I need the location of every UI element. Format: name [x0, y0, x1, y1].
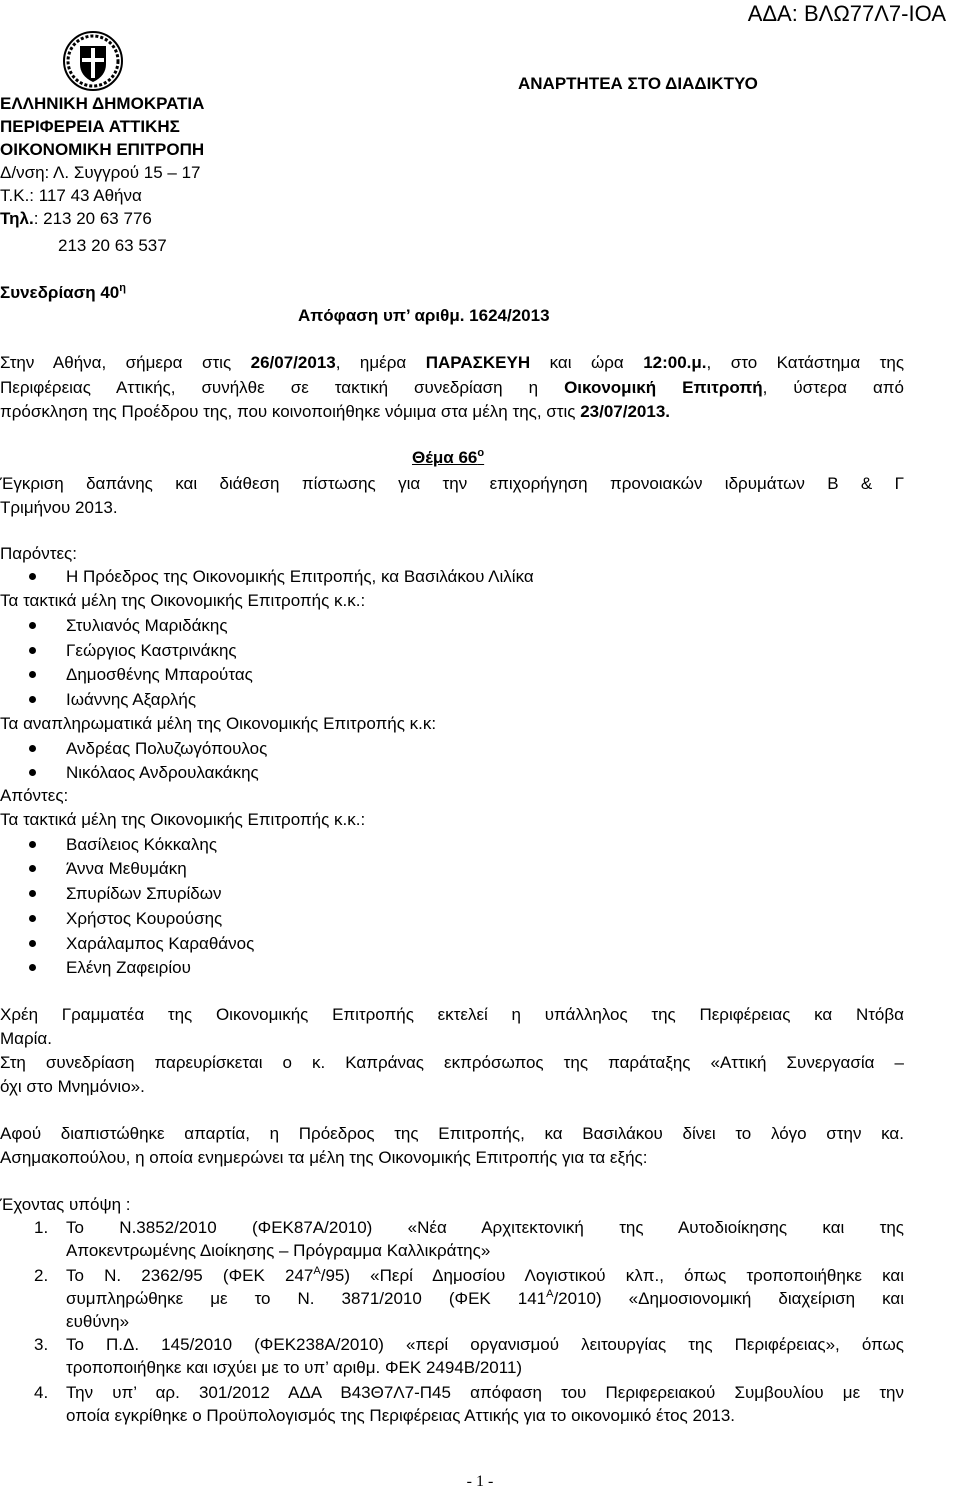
phone-number-1: : 213 20 63 776	[33, 209, 152, 228]
quorum-line-1: Αφού διαπιστώθηκε απαρτία, η Πρόεδρος της Επιτροπής, κα Βασιλάκου δίνει το λόγο στην κα.	[0, 1124, 904, 1143]
intro-l1a: Στην Αθήνα, σήμερα στις	[0, 353, 251, 372]
intro-l1c: , ημέρα	[335, 353, 426, 372]
present-label: Παρόντες:	[0, 544, 77, 563]
topic-sup: ο	[477, 447, 485, 459]
bullet-icon	[29, 769, 36, 776]
ada-number: ΑΔΑ: ΒΛΩ77Λ7-ΙΟΑ	[747, 1, 946, 26]
item-2-line-3: ευθύνη»	[66, 1312, 130, 1331]
decision-number: Απόφαση υπ’ αριθμ. 1624/2013	[298, 306, 550, 325]
bullet-icon	[29, 865, 36, 872]
item-4-line-1: Την υπ’ αρ. 301/2012 ΑΔΑ Β43Θ7Λ7-Π45 απόφαση του Περιφερειακού Συμβουλίου με την	[66, 1383, 904, 1402]
bullet-icon	[29, 671, 36, 678]
intro-l3a: πρόσκληση της Προέδρου της, που κοινοποιήθηκε νόμιμα στα μέλη της, στις	[0, 402, 581, 421]
session-sup: η	[119, 282, 126, 294]
intro-l1g: , στο Κατάστημα της	[706, 353, 905, 372]
item-2-l2-sup: Α	[546, 1288, 554, 1300]
item-1-line-2: Αποκεντρωμένης Διοίκησης – Πρόγραμμα Καλλικράτης»	[66, 1241, 491, 1260]
item-1-line-1: Το Ν.3852/2010 (ΦΕΚ87Α/2010) «Νέα Αρχιτεκτονική της Αυτοδιοίκησης και της	[66, 1218, 904, 1237]
member-name: Δημοσθένης Μπαρούτας	[66, 665, 253, 684]
item-2-l1-sup: Α	[313, 1265, 321, 1277]
topic-label: Θέμα 66	[412, 448, 478, 467]
attendee-line-1: Στη συνεδρίαση παρευρίσκεται ο κ. Καπράνας εκπρόσωπος της παράταξης «Αττική Συνεργασία –	[0, 1053, 904, 1072]
item-2-line-2	[66, 1289, 904, 1309]
absent-regular-label: Τα τακτικά μέλη της Οικονομικής Επιτροπής κ.κ.:	[0, 810, 366, 829]
secretary-line-2: Μαρία.	[0, 1029, 52, 1048]
intro-date: 26/07/2013	[250, 353, 336, 372]
member-name: Νικόλαος Ανδρουλακάκης	[66, 763, 259, 782]
alternate-members-label: Τα αναπληρωματικά μέλη της Οικονομικής Επιτροπής κ.κ:	[0, 714, 437, 733]
member-name: Ελένη Ζαφειρίου	[66, 958, 191, 977]
intro-l2a: Περιφέρειας Αττικής, συνήλθε σε τακτική συνεδρίαση η	[0, 378, 565, 397]
phone-label: Τηλ.	[0, 209, 34, 228]
intro-time: 12:00.μ.	[643, 353, 707, 372]
intro-line-3	[0, 402, 670, 422]
item-2-line-1	[66, 1266, 904, 1286]
topic-text-2: Τριμήνου 2013.	[0, 498, 118, 517]
coat-of-arms-logo	[62, 30, 124, 92]
item-2-l2b: /2010) «Δημοσιονομική διαχείριση και	[553, 1289, 904, 1308]
intro-invite-date: 23/07/2013.	[580, 402, 671, 421]
quorum-line-2: Ασημακοπούλου, η οποία ενημερώνει τα μέλη της Οικονομικής Επιτροπής για τα εξής:	[0, 1148, 648, 1167]
page-number: - 1 -	[466, 1473, 494, 1490]
item-2-l1b: /95) «Περί Δημοσίου Λογιστικού κλπ., όπως τροποποιήθηκε και	[320, 1266, 904, 1285]
bullet-icon	[29, 745, 36, 752]
chair-name: Η Πρόεδρος της Οικονομικής Επιτροπής, κα Βασιλάκου Λιλίκα	[66, 567, 534, 586]
item-2-l1a: Το Ν. 2362/95 (ΦΕΚ 247	[66, 1266, 314, 1285]
item-number: 3.	[34, 1335, 49, 1354]
session-number	[0, 283, 126, 303]
attendee-line-2: όχι στο Μνημόνιο».	[0, 1077, 145, 1096]
member-name: Ανδρέας Πολυζωγόπουλος	[66, 739, 268, 758]
bullet-icon	[29, 940, 36, 947]
secretary-line-1: Χρέη Γραμματέα της Οικονομικής Επιτροπής εκτελεί η υπάλληλος της Περιφέρειας κα Ντόβα	[0, 1005, 904, 1024]
topic-heading	[412, 448, 484, 468]
item-4-line-2: οποία εγκρίθηκε ο Προϋπολογισμός της Περιφέρειας Αττικής για το οικονομικό έτος 2013.	[66, 1406, 736, 1425]
topic-text-1: Έγκριση δαπάνης και διάθεση πίστωσης για την επιχορήγηση προνοιακών ιδρυμάτων Β & Γ	[0, 474, 904, 493]
item-number: 2.	[34, 1266, 49, 1285]
item-number: 1.	[34, 1218, 49, 1237]
bullet-icon	[29, 964, 36, 971]
regular-members-label: Τα τακτικά μέλη της Οικονομικής Επιτροπής κ.κ.:	[0, 591, 366, 610]
intro-line-1	[0, 353, 904, 373]
header-phone-2: 213 20 63 537	[58, 236, 167, 255]
bullet-icon	[29, 890, 36, 897]
member-name: Ιωάννης Αξαρλής	[66, 690, 197, 709]
publish-notice: ΑΝΑΡΤΗΤΕΑ ΣΤΟ ΔΙΑΔΙΚΤΥΟ	[518, 74, 758, 93]
member-name: Στυλιανός Μαριδάκης	[66, 616, 228, 635]
intro-line-2	[0, 378, 904, 398]
header-postal: Τ.Κ.: 117 43 Αθήνα	[0, 186, 142, 205]
bullet-icon	[29, 573, 36, 580]
session-label: Συνεδρίαση 40	[0, 283, 120, 302]
intro-day: ΠΑΡΑΣΚΕΥΗ	[425, 353, 531, 372]
intro-committee: Οικονομική Επιτροπή	[564, 378, 763, 397]
header-republic: ΕΛΛΗΝΙΚΗ ΔΗΜΟΚΡΑΤΙΑ	[0, 94, 205, 113]
member-name: Γεώργιος Καστρινάκης	[66, 641, 237, 660]
item-3-line-1: Το Π.Δ. 145/2010 (ΦΕΚ238Α/2010) «περί οργανισμού λειτουργίας της Περιφέρειας», όπως	[66, 1335, 904, 1354]
absent-label: Απόντες:	[0, 786, 69, 805]
member-name: Βασίλειος Κόκκαλης	[66, 835, 218, 854]
bullet-icon	[29, 622, 36, 629]
header-committee: ΟΙΚΟΝΟΜΙΚΗ ΕΠΙΤΡΟΠΗ	[0, 140, 205, 159]
item-3-line-2: τροποποιήθηκε και ισχύει με το υπ’ αριθμ. ΦΕΚ 2494Β/2011)	[66, 1358, 523, 1377]
header-phone-1	[0, 209, 152, 229]
header-region: ΠΕΡΙΦΕΡΕΙΑ ΑΤΤΙΚΗΣ	[0, 117, 180, 136]
bullet-icon	[29, 696, 36, 703]
bullet-icon	[29, 915, 36, 922]
considering-label: Έχοντας υπόψη :	[0, 1195, 131, 1214]
member-name: Χαράλαμπος Καραθάνος	[66, 934, 255, 953]
item-number: 4.	[34, 1383, 49, 1402]
item-2-l2a: συμπληρώθηκε με το Ν. 3871/2010 (ΦΕΚ 141	[66, 1289, 547, 1308]
member-name: Σπυρίδων Σπυρίδων	[66, 884, 222, 903]
intro-l2c: , ύστερα από	[762, 378, 904, 397]
member-name: Χρήστος Κουρούσης	[66, 909, 223, 928]
intro-l1e: και ώρα	[530, 353, 644, 372]
bullet-icon	[29, 647, 36, 654]
member-name: Άννα Μεθυμάκη	[66, 859, 187, 878]
bullet-icon	[29, 841, 36, 848]
header-address: Δ/νση: Λ. Συγγρού 15 – 17	[0, 163, 201, 182]
